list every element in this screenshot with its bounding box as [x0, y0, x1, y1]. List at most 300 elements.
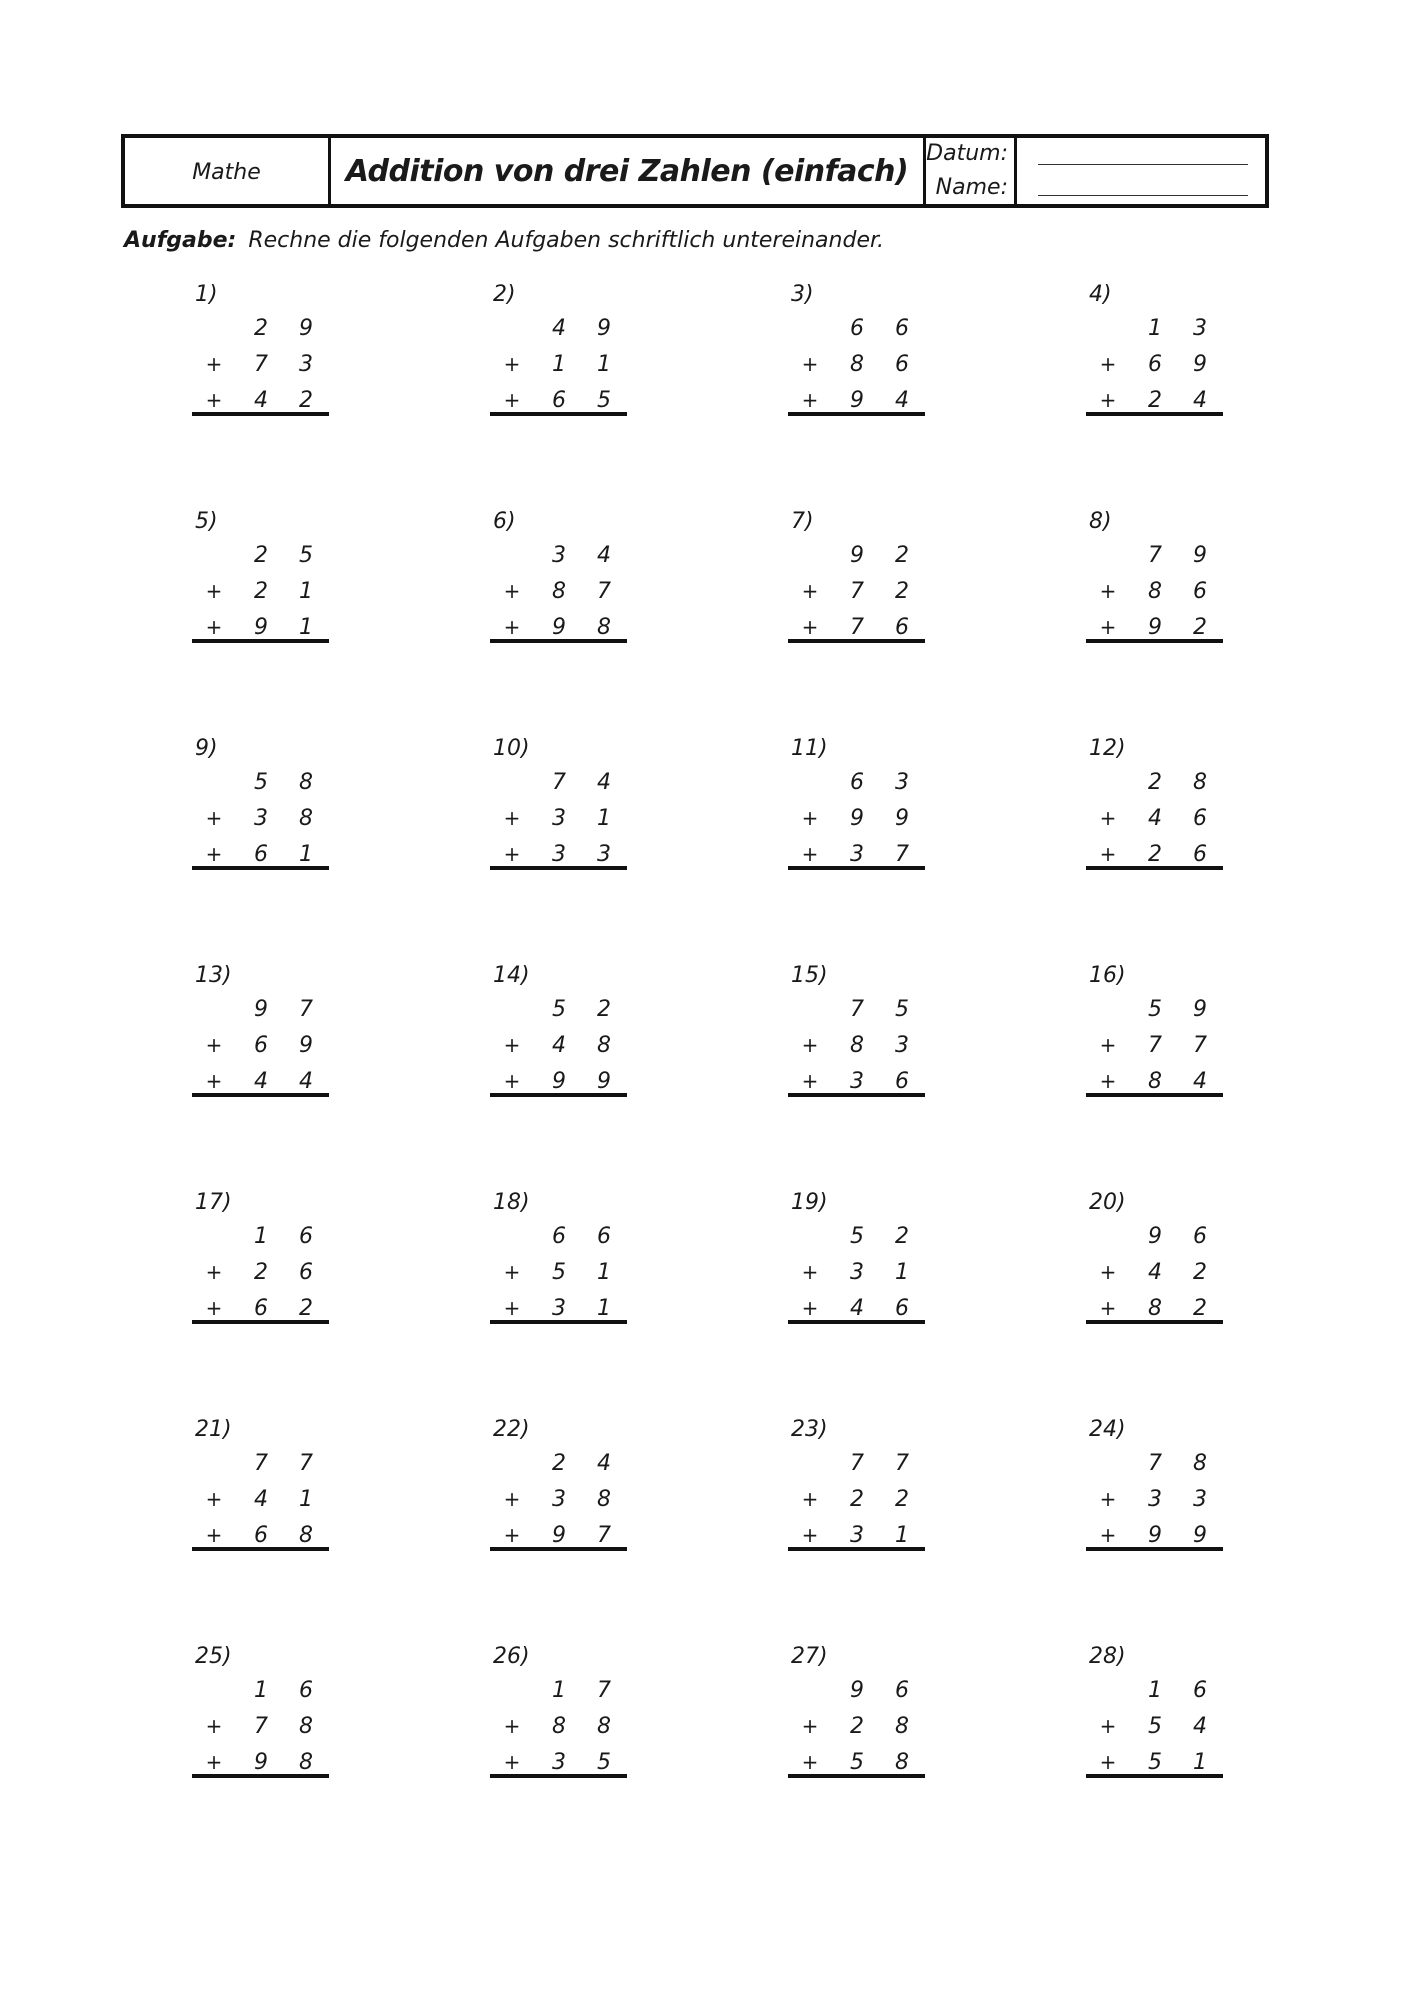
plus-sign: + — [801, 842, 819, 866]
addend-row — [192, 806, 328, 836]
tens-digit: 2 — [1148, 842, 1162, 867]
plus-sign: + — [503, 1750, 521, 1774]
sum-line — [788, 1774, 925, 1778]
tens-digit: 9 — [552, 1523, 566, 1548]
addition-problem — [788, 282, 928, 472]
ones-digit: 6 — [1193, 1224, 1207, 1249]
plus-sign: + — [1099, 806, 1117, 830]
addend-row — [192, 1678, 328, 1708]
ones-digit: 1 — [299, 615, 313, 640]
addition-problem — [1086, 1190, 1226, 1380]
addend-row — [192, 1033, 328, 1063]
plus-sign: + — [205, 1523, 223, 1547]
ones-digit: 7 — [299, 997, 313, 1022]
tens-digit: 5 — [552, 1260, 566, 1285]
tens-digit: 3 — [552, 806, 566, 831]
addend-row — [1086, 316, 1222, 346]
tens-digit: 3 — [850, 1260, 864, 1285]
tens-digit: 2 — [1148, 770, 1162, 795]
addend-row — [1086, 997, 1222, 1027]
problem-number: 4) — [1089, 282, 1112, 307]
ones-digit: 6 — [895, 615, 909, 640]
tens-digit: 1 — [254, 1224, 268, 1249]
ones-digit: 2 — [299, 388, 313, 413]
addend-row — [490, 543, 626, 573]
problem-number: 20) — [1089, 1190, 1126, 1215]
addition-problem — [788, 736, 928, 926]
ones-digit: 5 — [895, 997, 909, 1022]
name-label: Name: — [935, 175, 1008, 200]
sum-line — [788, 1320, 925, 1324]
plus-sign: + — [503, 1523, 521, 1547]
ones-digit: 3 — [1193, 316, 1207, 341]
addition-problem — [192, 1644, 332, 1834]
ones-digit: 8 — [597, 615, 611, 640]
tens-digit: 1 — [552, 352, 566, 377]
tens-digit: 8 — [1148, 579, 1162, 604]
tens-digit: 2 — [254, 1260, 268, 1285]
addition-problem — [192, 1190, 332, 1380]
tens-digit: 3 — [850, 842, 864, 867]
sum-line — [490, 1547, 627, 1551]
addend-row — [1086, 352, 1222, 382]
tens-digit: 4 — [552, 316, 566, 341]
problem-number: 14) — [493, 963, 530, 988]
sum-line — [1086, 866, 1223, 870]
addition-problem — [788, 1644, 928, 1834]
addend-row — [1086, 1487, 1222, 1517]
tens-digit: 9 — [552, 1069, 566, 1094]
tens-digit: 2 — [552, 1451, 566, 1476]
plus-sign: + — [205, 1296, 223, 1320]
plus-sign: + — [801, 1296, 819, 1320]
tens-digit: 9 — [254, 1750, 268, 1775]
ones-digit: 3 — [597, 842, 611, 867]
sum-line — [1086, 1320, 1223, 1324]
ones-digit: 8 — [895, 1750, 909, 1775]
problem-number: 8) — [1089, 509, 1112, 534]
addend-row — [192, 1224, 328, 1254]
tens-digit: 1 — [254, 1678, 268, 1703]
addition-problem — [490, 1190, 630, 1380]
name-field[interactable] — [1038, 194, 1248, 196]
sum-line — [192, 412, 329, 416]
plus-sign: + — [801, 1033, 819, 1057]
addend-row — [1086, 770, 1222, 800]
problem-number: 12) — [1089, 736, 1126, 761]
addend-row — [1086, 1451, 1222, 1481]
problem-number: 16) — [1089, 963, 1126, 988]
ones-digit: 6 — [895, 1296, 909, 1321]
addend-row — [788, 352, 924, 382]
ones-digit: 2 — [1193, 1296, 1207, 1321]
ones-digit: 8 — [299, 1523, 313, 1548]
sum-line — [788, 866, 925, 870]
problem-number: 23) — [791, 1417, 828, 1442]
sum-line — [490, 1774, 627, 1778]
tens-digit: 9 — [552, 615, 566, 640]
tens-digit: 3 — [1148, 1487, 1162, 1512]
addition-problem — [192, 282, 332, 472]
tens-digit: 4 — [254, 388, 268, 413]
sum-line — [1086, 1093, 1223, 1097]
task-label: Aufgabe: — [124, 228, 237, 253]
tens-digit: 2 — [254, 316, 268, 341]
addition-problem — [490, 963, 630, 1153]
ones-digit: 4 — [299, 1069, 313, 1094]
addend-row — [192, 543, 328, 573]
addend-row — [788, 770, 924, 800]
problem-number: 6) — [493, 509, 516, 534]
tens-digit: 7 — [850, 579, 864, 604]
sum-line — [490, 1320, 627, 1324]
tens-digit: 4 — [1148, 1260, 1162, 1285]
addend-row — [192, 997, 328, 1027]
tens-digit: 8 — [850, 352, 864, 377]
ones-digit: 2 — [895, 543, 909, 568]
ones-digit: 5 — [597, 388, 611, 413]
problem-number: 18) — [493, 1190, 530, 1215]
problem-number: 13) — [195, 963, 232, 988]
sum-line — [192, 639, 329, 643]
addition-problem — [1086, 282, 1226, 472]
ones-digit: 9 — [895, 806, 909, 831]
tens-digit: 6 — [850, 770, 864, 795]
task-text: Rechne die folgenden Aufgaben schriftlich untereinander. — [248, 228, 884, 253]
plus-sign: + — [503, 1714, 521, 1738]
sum-line — [1086, 1774, 1223, 1778]
addend-row — [490, 1224, 626, 1254]
ones-digit: 4 — [1193, 388, 1207, 413]
tens-digit: 6 — [254, 1033, 268, 1058]
tens-digit: 4 — [850, 1296, 864, 1321]
addend-row — [490, 579, 626, 609]
addition-problem — [490, 1417, 630, 1607]
addend-row — [788, 1260, 924, 1290]
plus-sign: + — [1099, 352, 1117, 376]
addition-problem — [1086, 509, 1226, 699]
addition-problem — [788, 1417, 928, 1607]
ones-digit: 9 — [597, 316, 611, 341]
plus-sign: + — [503, 352, 521, 376]
addend-row — [192, 1260, 328, 1290]
addend-row — [1086, 1224, 1222, 1254]
problem-number: 26) — [493, 1644, 530, 1669]
sum-line — [788, 1093, 925, 1097]
ones-digit: 1 — [597, 1260, 611, 1285]
ones-digit: 8 — [1193, 1451, 1207, 1476]
plus-sign: + — [1099, 1487, 1117, 1511]
tens-digit: 5 — [552, 997, 566, 1022]
sum-line — [192, 1320, 329, 1324]
ones-digit: 2 — [895, 579, 909, 604]
ones-digit: 2 — [597, 997, 611, 1022]
addend-row — [192, 1714, 328, 1744]
plus-sign: + — [205, 615, 223, 639]
addition-problem — [192, 509, 332, 699]
tens-digit: 4 — [254, 1487, 268, 1512]
ones-digit: 6 — [1193, 842, 1207, 867]
addition-problem — [490, 509, 630, 699]
addend-row — [1086, 1678, 1222, 1708]
worksheet-header — [121, 134, 1269, 208]
ones-digit: 4 — [895, 388, 909, 413]
addend-row — [1086, 1714, 1222, 1744]
ones-digit: 3 — [895, 770, 909, 795]
plus-sign: + — [1099, 1033, 1117, 1057]
addend-row — [788, 543, 924, 573]
addend-row — [490, 806, 626, 836]
tens-digit: 9 — [1148, 1523, 1162, 1548]
tens-digit: 7 — [1148, 1451, 1162, 1476]
ones-digit: 4 — [597, 770, 611, 795]
tens-digit: 5 — [1148, 997, 1162, 1022]
addend-row — [192, 579, 328, 609]
tens-digit: 9 — [254, 997, 268, 1022]
addend-row — [788, 316, 924, 346]
plus-sign: + — [503, 1487, 521, 1511]
plus-sign: + — [801, 806, 819, 830]
addend-row — [788, 579, 924, 609]
problem-number: 9) — [195, 736, 218, 761]
ones-digit: 6 — [895, 1678, 909, 1703]
problem-number: 27) — [791, 1644, 828, 1669]
tens-digit: 7 — [254, 1714, 268, 1739]
ones-digit: 5 — [597, 1750, 611, 1775]
addend-row — [490, 352, 626, 382]
problem-number: 19) — [791, 1190, 828, 1215]
addition-problem — [1086, 1417, 1226, 1607]
tens-digit: 5 — [1148, 1714, 1162, 1739]
tens-digit: 9 — [850, 543, 864, 568]
plus-sign: + — [205, 806, 223, 830]
addition-problem — [1086, 963, 1226, 1153]
ones-digit: 7 — [299, 1451, 313, 1476]
sum-line — [490, 412, 627, 416]
ones-digit: 8 — [299, 770, 313, 795]
ones-digit: 3 — [1193, 1487, 1207, 1512]
plus-sign: + — [205, 1487, 223, 1511]
addend-row — [1086, 806, 1222, 836]
sum-line — [192, 1774, 329, 1778]
tens-digit: 9 — [850, 1678, 864, 1703]
plus-sign: + — [503, 579, 521, 603]
ones-digit: 8 — [299, 806, 313, 831]
ones-digit: 4 — [597, 543, 611, 568]
sum-line — [192, 1547, 329, 1551]
sum-line — [192, 1093, 329, 1097]
ones-digit: 8 — [1193, 770, 1207, 795]
tens-digit: 9 — [1148, 1224, 1162, 1249]
tens-digit: 2 — [850, 1487, 864, 1512]
sum-line — [490, 639, 627, 643]
sum-line — [788, 639, 925, 643]
tens-digit: 5 — [254, 770, 268, 795]
sum-line — [788, 1547, 925, 1551]
tens-digit: 9 — [1148, 615, 1162, 640]
addend-row — [788, 1678, 924, 1708]
ones-digit: 1 — [299, 842, 313, 867]
tens-digit: 3 — [850, 1523, 864, 1548]
tens-digit: 8 — [552, 1714, 566, 1739]
plus-sign: + — [801, 615, 819, 639]
addition-problem — [192, 1417, 332, 1607]
tens-digit: 2 — [1148, 388, 1162, 413]
addend-row — [490, 1678, 626, 1708]
addition-problem — [490, 736, 630, 926]
tens-digit: 7 — [850, 615, 864, 640]
plus-sign: + — [205, 1069, 223, 1093]
problem-number: 5) — [195, 509, 218, 534]
addend-row — [788, 997, 924, 1027]
tens-digit: 7 — [552, 770, 566, 795]
problem-number: 24) — [1089, 1417, 1126, 1442]
ones-digit: 2 — [1193, 1260, 1207, 1285]
problem-number: 2) — [493, 282, 516, 307]
plus-sign: + — [1099, 615, 1117, 639]
plus-sign: + — [1099, 842, 1117, 866]
addend-row — [788, 1487, 924, 1517]
plus-sign: + — [801, 1714, 819, 1738]
plus-sign: + — [205, 1750, 223, 1774]
tens-digit: 3 — [850, 1069, 864, 1094]
ones-digit: 4 — [1193, 1714, 1207, 1739]
tens-digit: 3 — [552, 842, 566, 867]
addition-problem — [788, 509, 928, 699]
plus-sign: + — [801, 352, 819, 376]
addend-row — [788, 1714, 924, 1744]
problem-number: 22) — [493, 1417, 530, 1442]
plus-sign: + — [1099, 1069, 1117, 1093]
problem-number: 21) — [195, 1417, 232, 1442]
plus-sign: + — [503, 806, 521, 830]
sum-line — [1086, 639, 1223, 643]
addition-problem — [1086, 736, 1226, 926]
ones-digit: 7 — [1193, 1033, 1207, 1058]
ones-digit: 7 — [895, 842, 909, 867]
addition-problem — [1086, 1644, 1226, 1834]
tens-digit: 8 — [1148, 1296, 1162, 1321]
addition-problem — [788, 963, 928, 1153]
plus-sign: + — [205, 388, 223, 412]
addend-row — [490, 997, 626, 1027]
ones-digit: 8 — [299, 1714, 313, 1739]
plus-sign: + — [503, 1296, 521, 1320]
plus-sign: + — [801, 1260, 819, 1284]
ones-digit: 9 — [299, 1033, 313, 1058]
ones-digit: 1 — [299, 1487, 313, 1512]
problem-number: 15) — [791, 963, 828, 988]
addition-problem — [192, 963, 332, 1153]
sum-line — [1086, 1547, 1223, 1551]
tens-digit: 1 — [1148, 1678, 1162, 1703]
plus-sign: + — [1099, 388, 1117, 412]
plus-sign: + — [503, 1260, 521, 1284]
tens-digit: 6 — [552, 388, 566, 413]
tens-digit: 8 — [850, 1033, 864, 1058]
field-labels — [926, 138, 1017, 204]
tens-digit: 9 — [850, 388, 864, 413]
ones-digit: 9 — [1193, 1523, 1207, 1548]
plus-sign: + — [1099, 1523, 1117, 1547]
tens-digit: 6 — [552, 1224, 566, 1249]
ones-digit: 9 — [1193, 352, 1207, 377]
addend-row — [788, 1451, 924, 1481]
plus-sign: + — [1099, 579, 1117, 603]
ones-digit: 6 — [299, 1224, 313, 1249]
ones-digit: 2 — [895, 1224, 909, 1249]
addend-row — [788, 1224, 924, 1254]
tens-digit: 7 — [254, 1451, 268, 1476]
tens-digit: 4 — [552, 1033, 566, 1058]
addend-row — [1086, 543, 1222, 573]
addend-row — [1086, 1260, 1222, 1290]
ones-digit: 1 — [895, 1523, 909, 1548]
addend-row — [490, 770, 626, 800]
plus-sign: + — [503, 615, 521, 639]
plus-sign: + — [205, 1260, 223, 1284]
ones-digit: 8 — [597, 1714, 611, 1739]
tens-digit: 7 — [1148, 1033, 1162, 1058]
ones-digit: 6 — [299, 1678, 313, 1703]
ones-digit: 1 — [299, 579, 313, 604]
tens-digit: 2 — [254, 579, 268, 604]
tens-digit: 3 — [552, 1296, 566, 1321]
addend-row — [788, 806, 924, 836]
tens-digit: 9 — [254, 615, 268, 640]
addend-row — [1086, 1033, 1222, 1063]
ones-digit: 6 — [1193, 806, 1207, 831]
ones-digit: 2 — [299, 1296, 313, 1321]
ones-digit: 6 — [895, 352, 909, 377]
addend-row — [788, 1033, 924, 1063]
plus-sign: + — [205, 842, 223, 866]
plus-sign: + — [503, 1033, 521, 1057]
plus-sign: + — [1099, 1714, 1117, 1738]
ones-digit: 7 — [597, 1678, 611, 1703]
problem-number: 25) — [195, 1644, 232, 1669]
date-field[interactable] — [1038, 163, 1248, 165]
ones-digit: 5 — [299, 543, 313, 568]
problem-number: 17) — [195, 1190, 232, 1215]
addend-row — [490, 316, 626, 346]
tens-digit: 4 — [1148, 806, 1162, 831]
ones-digit: 1 — [1193, 1750, 1207, 1775]
tens-digit: 5 — [1148, 1750, 1162, 1775]
ones-digit: 9 — [299, 316, 313, 341]
tens-digit: 7 — [850, 1451, 864, 1476]
addition-problem — [490, 1644, 630, 1834]
problem-number: 7) — [791, 509, 814, 534]
tens-digit: 2 — [254, 543, 268, 568]
field-lines — [1017, 138, 1265, 204]
tens-digit: 3 — [552, 1487, 566, 1512]
tens-digit: 7 — [850, 997, 864, 1022]
ones-digit: 8 — [597, 1033, 611, 1058]
sum-line — [490, 866, 627, 870]
addend-row — [490, 1487, 626, 1517]
ones-digit: 3 — [299, 352, 313, 377]
ones-digit: 6 — [895, 316, 909, 341]
tens-digit: 8 — [1148, 1069, 1162, 1094]
tens-digit: 4 — [254, 1069, 268, 1094]
plus-sign: + — [205, 1033, 223, 1057]
tens-digit: 5 — [850, 1224, 864, 1249]
ones-digit: 3 — [895, 1033, 909, 1058]
ones-digit: 9 — [597, 1069, 611, 1094]
task-instruction — [124, 228, 884, 253]
ones-digit: 8 — [299, 1750, 313, 1775]
